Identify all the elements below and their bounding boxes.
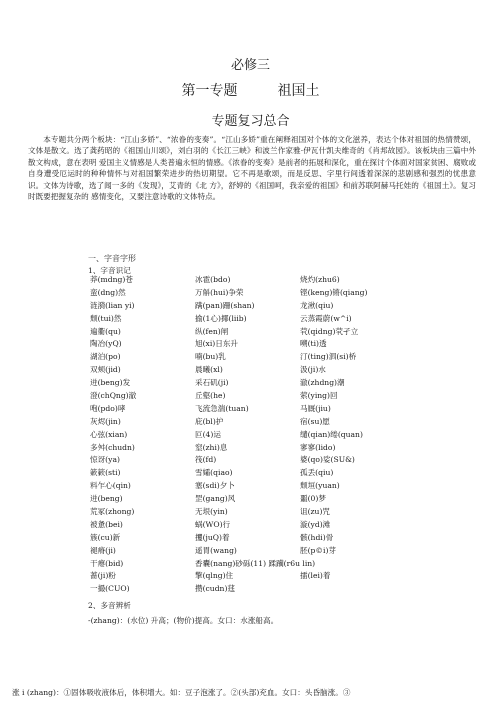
vocab-item: 涟漪(lian yi) xyxy=(90,300,135,310)
vocab-item: 心弦(xian) xyxy=(90,429,128,439)
vocab-row xyxy=(90,454,480,467)
vocab-item: 晨曦(xl) xyxy=(195,365,223,375)
vocab-item: 采石矶(ji) xyxy=(195,378,229,388)
vocab-item: 飞流急湍(tuan) xyxy=(195,403,249,413)
subsection-polyphone: 2、多音辨析 xyxy=(88,601,131,610)
vocab-item: 诅(zu)咒 xyxy=(300,507,331,517)
vocab-row xyxy=(90,429,480,442)
vocab-item: 干瘪(bid) xyxy=(90,558,124,568)
vocab-row xyxy=(90,558,480,571)
vocab-item: 嗍(ti)透 xyxy=(300,339,327,349)
vocab-item: 噩(0)梦 xyxy=(300,494,326,504)
vocab-item: 荒冢(zhong) xyxy=(90,507,135,517)
vocab-item: 骸(hdi)骨 xyxy=(300,532,334,542)
polyphone-line: -(zhang)：(水位) 升高；(物价)提高。女口：水涨船高。 xyxy=(88,616,279,625)
vocab-item: 纵(fen)闸 xyxy=(195,326,229,336)
vocab-item: 湖泊(po) xyxy=(90,352,121,362)
vocab-item xyxy=(300,583,470,596)
vocab-item: 擎(qlng)住 xyxy=(195,571,234,581)
vocab-item: 婆(qo)娑(SU&) xyxy=(300,455,355,465)
vocab-row xyxy=(90,480,480,493)
vocab-item: 庇(bl)护 xyxy=(195,416,224,426)
vocab-row xyxy=(90,442,480,455)
vocab-row xyxy=(90,326,480,339)
vocab-item: 攫(juQ)着 xyxy=(195,532,230,542)
book-title: 必修三 xyxy=(230,58,270,73)
vocab-item xyxy=(300,558,470,571)
polyphone-line: 涨 i (zhang)：①固体吸收液体后，体积增大。如：豆子泡涨了。②(头部)充血。女口：头昏脑涨。③ xyxy=(12,688,351,697)
vocab-item: 遍衢(qu) xyxy=(90,326,121,336)
vocab-item: 香囊(nang)砂砾(11) 蹂躏(r6u lin) xyxy=(195,558,316,568)
vocab-item: 灰烬(jin) xyxy=(90,416,121,426)
vocab-row xyxy=(90,403,480,416)
vocab-item: 咆(pdo)哮 xyxy=(90,403,126,413)
vocab-row xyxy=(90,583,480,596)
vocab-item: 蹒(pan)跚(shan) xyxy=(195,300,255,310)
vocab-item: 龙湫(qiu) xyxy=(300,300,334,310)
vocab-row xyxy=(90,416,480,429)
subsection-pronunciation: 1、字音识记 xyxy=(88,266,131,275)
vocab-item: 孤丢(qiu) xyxy=(300,468,334,478)
vocab-row xyxy=(90,313,480,326)
vocab-item: 无垠(yin) xyxy=(195,507,228,517)
vocab-item: 颓(tui)然 xyxy=(90,313,122,323)
review-subtitle: 专题复习总合 xyxy=(211,114,290,129)
vocab-row xyxy=(90,493,480,506)
vocab-item: 胚(p©i)芽 xyxy=(300,545,336,555)
vocab-item: 蔷(ji)粉 xyxy=(90,571,116,581)
vocab-item: 万斛(hui)争荣 xyxy=(195,287,244,297)
vocab-row xyxy=(90,338,480,351)
vocab-item: 铿(keng)锵(qiang) xyxy=(300,287,368,297)
vocab-item: 澈(zhdng)潮 xyxy=(300,378,345,388)
vocab-item: 叵(4)运 xyxy=(195,429,221,439)
vocab-item: 丘壑(he) xyxy=(195,391,226,401)
vocab-row xyxy=(90,467,480,480)
vocab-item: 筏(fd) xyxy=(195,455,217,465)
vocab-row xyxy=(90,351,480,364)
vocab-item: 汀(ting)泗(si)桥 xyxy=(300,352,357,362)
vocab-item: 颓垣(yuan) xyxy=(300,481,340,491)
vocab-item: 擂(lei)着 xyxy=(300,571,331,581)
vocab-row xyxy=(90,287,480,300)
vocab-item: 缱(qian)绻(quan) xyxy=(300,429,363,439)
vocab-item: 簇(cu)新 xyxy=(90,532,121,542)
vocab-item: 双颊(jid) xyxy=(90,365,121,375)
vocab-item: 澄(chQng)澈 xyxy=(90,391,137,401)
vocab-item: 蛮(dng)然 xyxy=(90,287,126,297)
vocab-item: 茕(qidng)茕孑立 xyxy=(300,326,359,336)
vocab-item: 冰雹(bdo) xyxy=(195,275,231,284)
vocab-item: 多舛(chudn) xyxy=(90,442,135,452)
vocab-item: 宿(su)愿 xyxy=(300,416,330,426)
unit-label: 第一专题 xyxy=(181,83,238,99)
vocab-item: 惊讶(ya) xyxy=(90,455,120,465)
vocab-item: 迸(beng) xyxy=(90,494,123,504)
vocab-row xyxy=(90,532,480,545)
vocab-row xyxy=(90,519,480,532)
intro-paragraph: 本专题共分两个板块：“江山多娇”、“浓眷的变奏”。“江山多娇”重在阐释祖国对个体的文化滋养，表达个体对祖国的热情赞颂，文体是散文。选了龚药昭的《祖国山川颂》，刘白羽的《长江三峡》和波兰作家雅·伊瓦什凯夫维奇的《肖邦故园》。该板块由三篇中外散文构成，意在表明 爱国主义情感是人类普遍永恒的情感。《浓眷的变奏》是前者的拓展和深化，重在探讨个体面对国家贫困、腐败或自身遭受厄运时的种种情怀与对祖国繁荣进步的热切期望。它不再是歌颂，而是反思、字里行间透着深深的悲剧感和强烈的忧患意识。文体为诗歌，选了闻一多的《发现》，艾青的《北 方》，舒婷的《祖国呵，我亲爱的祖国》和前苏联阿赫马托娃的《祖国土》。复习时既要把握复杂的 感情变化，又要注意诗歌的文体特点。 xyxy=(28,135,476,202)
vocab-item: 漩(yd)滩 xyxy=(300,519,331,529)
vocab-row xyxy=(90,390,480,403)
vocab-item: 被惫(bei) xyxy=(90,519,123,529)
vocab-item: 旭(xi)日东升 xyxy=(195,339,239,349)
vocab-item: 云蒸霞蔚(w^i) xyxy=(300,313,352,323)
vocab-item: 陶冶(yQ) xyxy=(90,339,122,349)
unit-name: 祖国土 xyxy=(277,83,320,99)
vocab-row xyxy=(90,506,480,519)
vocab-item: 莽(mdng)苍 xyxy=(90,275,133,284)
vocab-item: 遥胃(wang) xyxy=(195,545,237,555)
vocab-row xyxy=(90,545,480,558)
vocab-item: 汲(ji)水 xyxy=(300,365,326,375)
vocab-item: 寥寥(lido) xyxy=(300,442,336,452)
vocab-row xyxy=(90,364,480,377)
vocab-grid xyxy=(90,274,480,596)
vocab-item: 攒(cudn)莛 xyxy=(195,584,236,594)
vocab-item: 料乍心(qin) xyxy=(90,481,131,491)
vocab-item: 迸(beng)发 xyxy=(90,378,131,388)
vocab-item: 揄(1心)揶(liib) xyxy=(195,313,247,323)
vocab-item: 雪孀(qiao) xyxy=(195,468,233,478)
vocab-item: 簌簌(sti) xyxy=(90,468,121,478)
vocab-item: 蜗(WO)行 xyxy=(195,519,231,529)
vocab-item: 马厩(jiu) xyxy=(300,403,331,413)
vocab-row xyxy=(90,300,480,313)
vocab-item: 褪瘠(ji) xyxy=(90,545,116,555)
vocab-item: 萦(ying)回 xyxy=(300,391,338,401)
vocab-item: 塞(sdi)夕卜 xyxy=(195,481,235,491)
vocab-item: 罡(gang)风 xyxy=(195,494,236,504)
vocab-item: 窒(zhi)息 xyxy=(195,442,228,452)
vocab-item: 喃(bu)乳 xyxy=(195,352,226,362)
section-heading: 一、字音字形 xyxy=(88,254,136,263)
vocab-row xyxy=(90,570,480,583)
unit-heading xyxy=(0,80,501,100)
vocab-item: 烧灼(zhu6) xyxy=(300,275,340,284)
vocab-row xyxy=(90,377,480,390)
vocab-item: 一撮(CUO) xyxy=(90,584,130,594)
vocab-row xyxy=(90,274,480,287)
